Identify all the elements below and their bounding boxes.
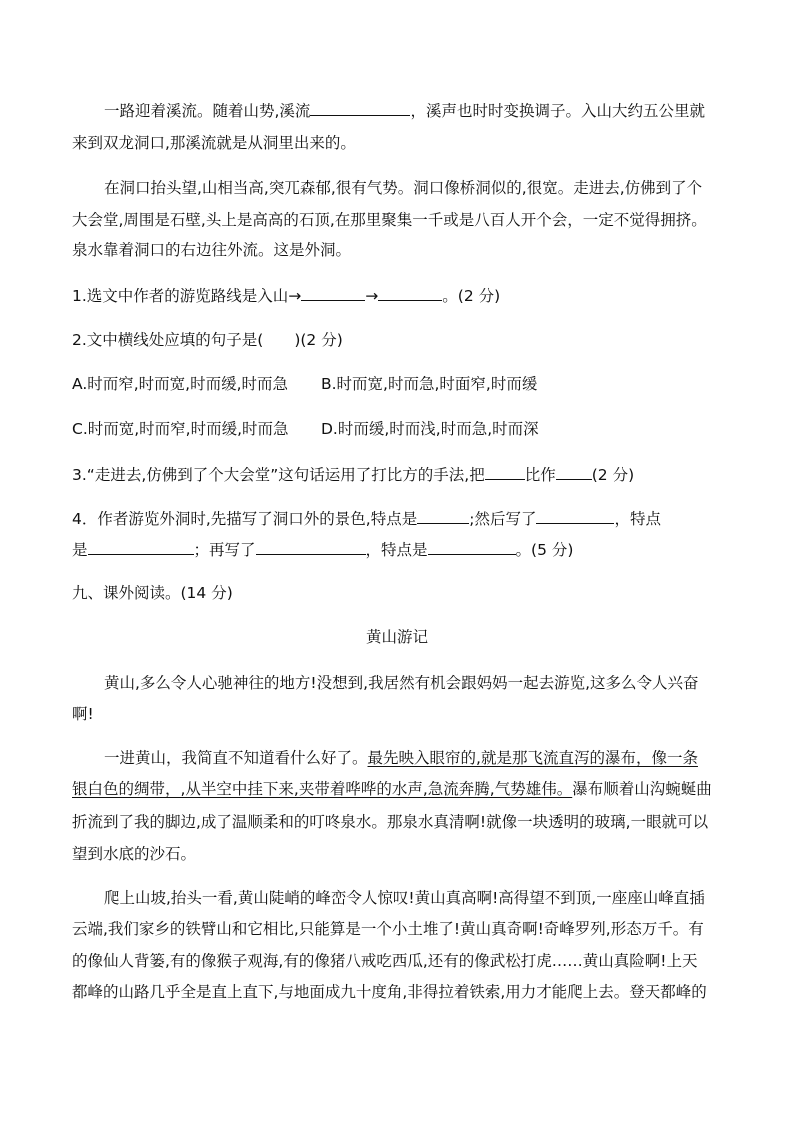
text: 一进黄山，我简直不知道看什么好了。 [104, 749, 368, 767]
option-c[interactable]: C.时而宽,时而窄,时而缓,时而急 [72, 420, 289, 438]
answer-blank[interactable] [310, 100, 410, 116]
answer-blank[interactable] [256, 539, 366, 555]
passage2-p1-line2: 啊! [72, 705, 94, 723]
text: 3.“走进去,仿佛到了个大会堂”这句话运用了打比方的手法,把 [72, 466, 485, 484]
passage2-p3-line3: 的像仙人背篓,有的像猴子观海,有的像猪八戒吃西瓜,还有的像武松打虎……黄山真险啊!上天 [72, 952, 698, 970]
question-4-line2 [72, 539, 573, 560]
underlined-sentence: 最先映入眼帘的,就是那飞流直泻的瀑布，像一条 [367, 749, 698, 767]
text: 。(2 分) [442, 287, 501, 305]
passage2-p2-line2 [72, 779, 712, 799]
text: 1.选文中作者的游览路线是入山→ [72, 287, 302, 305]
text: 一路迎着溪流。随着山势,溪流 [104, 102, 311, 120]
text: → [365, 287, 379, 305]
text: ；再写了 [193, 541, 256, 559]
text: ;然后写了 [469, 510, 537, 528]
answer-blank[interactable] [301, 285, 365, 301]
answer-blank[interactable] [556, 464, 592, 480]
passage1-p1-line1 [104, 100, 705, 121]
answer-blank[interactable] [485, 464, 525, 480]
text: 。(5 分) [515, 541, 574, 559]
passage1-p2-line2: 大会堂,周围是石壁,头上是高高的石顶,在那里聚集一千或是八百人开个会，一定不觉得拥挤。 [72, 211, 707, 229]
question-2: 2.文中横线处应填的句子是( )(2 分) [72, 331, 343, 349]
passage2-p2-line4: 望到水底的沙石。 [72, 845, 197, 863]
question-3 [72, 464, 634, 485]
option-a[interactable]: A.时而窄,时而宽,时而缓,时而急 [72, 375, 289, 393]
passage2-p1-line1: 黄山,多么令人心驰神往的地方!没想到,我居然有机会跟妈妈一起去游览,这多么令人兴奋 [104, 674, 699, 692]
answer-blank[interactable] [378, 285, 442, 301]
passage2-p2-line3: 折流到了我的脚边,成了温顺柔和的叮咚泉水。那泉水真清啊!就像一块透明的玻璃,一眼就可以 [72, 813, 709, 831]
passage2-p3-line2: 云端,我们家乡的铁臂山和它相比,只能算是一个小土堆了!黄山真奇啊!奇峰罗列,形态万千。有 [72, 920, 704, 938]
text: 是 [72, 541, 88, 559]
passage1-p1-line2: 来到双龙洞口,那溪流就是从洞里出来的。 [72, 134, 356, 152]
answer-blank[interactable] [417, 508, 469, 524]
question-4-line1 [72, 508, 661, 529]
text: 4．作者游览外洞时,先描写了洞口外的景色,特点是 [72, 510, 418, 528]
underlined-sentence: 银白色的绸带，,从半空中挂下来,夹带着哗哗的水声,急流奔腾,气势雄伟。 [72, 780, 573, 798]
passage2-p2-line1 [104, 748, 698, 768]
answer-blank[interactable] [536, 508, 614, 524]
option-d[interactable]: D.时而缓,时而浅,时而急,时而深 [321, 420, 539, 438]
option-b[interactable]: B.时而宽,时而急,时面窄,时而缓 [321, 375, 538, 393]
answer-blank[interactable] [88, 539, 194, 555]
passage2-p3-line4: 都峰的山路几乎全是直上直下,与地面成九十度角,非得拉着铁索,用力才能爬上去。登天都峰的 [72, 983, 707, 1001]
text: 比作 [524, 466, 556, 484]
passage1-p2-line3: 泉水靠着洞口的右边往外流。这是外洞。 [72, 241, 352, 259]
passage2-title: 黄山游记 [365, 628, 428, 646]
text: 瀑布顺着山沟蜿蜒曲 [572, 780, 712, 798]
text: ，特点 [614, 510, 661, 528]
passage2-p3-line1: 爬上山坡,抬头一看,黄山陡峭的峰峦令人惊叹!黄山真高啊!高得望不到顶,一座座山峰直插 [104, 889, 705, 907]
text: ，溪声也时时变换调子。入山大约五公里就 [410, 102, 705, 120]
text: ，特点是 [365, 541, 428, 559]
section-9-heading: 九、课外阅读。(14 分) [72, 584, 233, 602]
text: (2 分) [591, 466, 635, 484]
passage1-p2-line1: 在洞口抬头望,山相当高,突兀森郁,很有气势。洞口像桥洞似的,很宽。走进去,仿佛到了个 [104, 179, 703, 197]
question-1 [72, 285, 500, 306]
answer-blank[interactable] [428, 539, 516, 555]
